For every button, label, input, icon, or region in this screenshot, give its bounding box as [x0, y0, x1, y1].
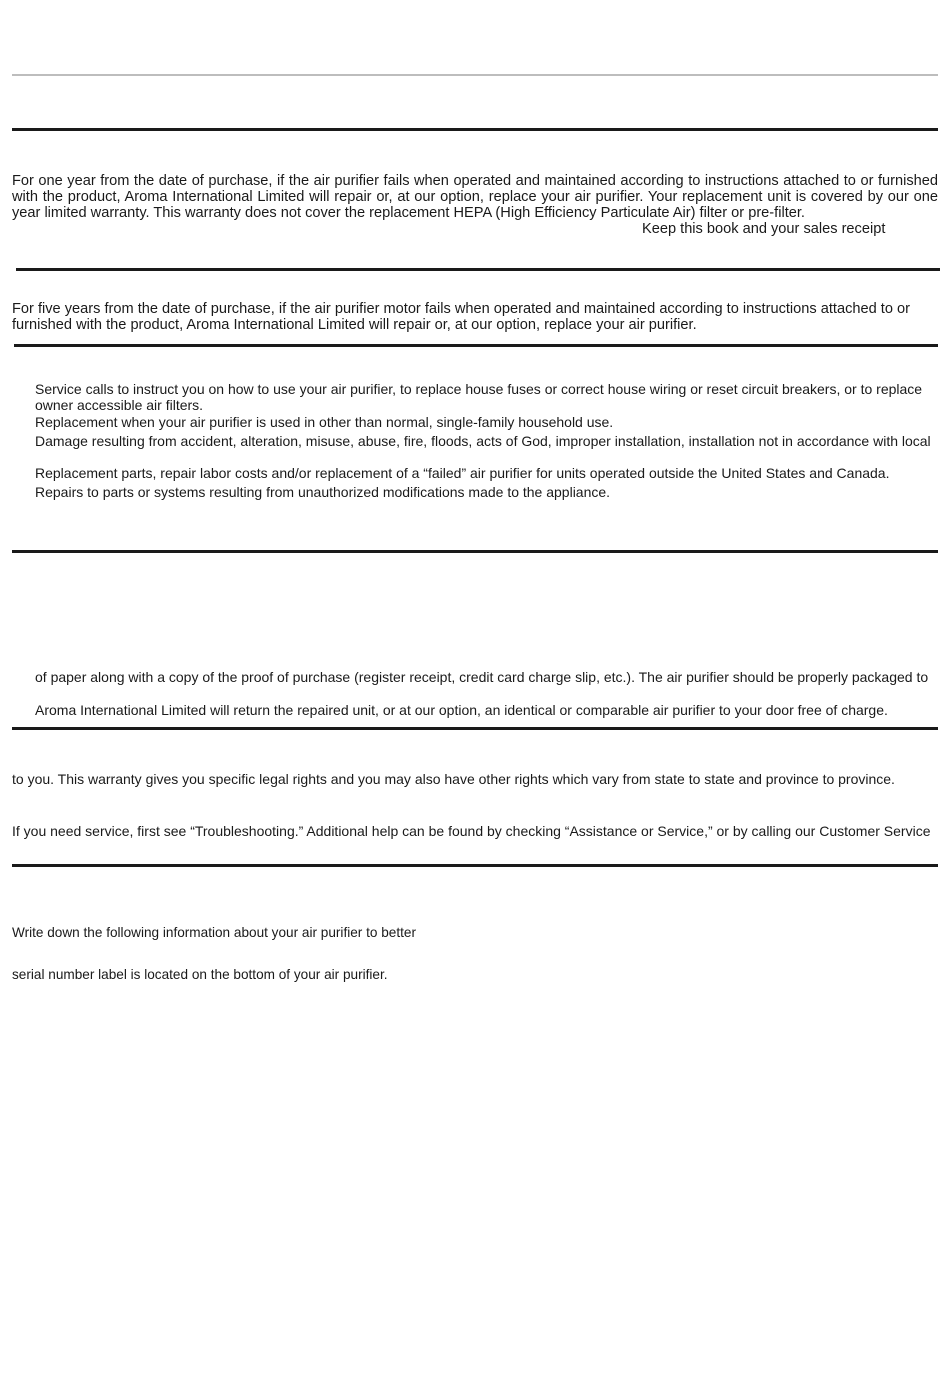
keep-receipt-note: Keep this book and your sales receipt	[642, 221, 886, 237]
serial-label-text: serial number label is located on the bottom of your air purifier.	[12, 967, 388, 982]
exclusion-item: Replacement parts, repair labor costs and/or replacement of a “failed” air purifier for units operated outside the United States and Canada.	[35, 465, 890, 481]
exclusion-item: Replacement when your air purifier is used in other than normal, single-family household use.	[35, 414, 614, 430]
top-divider	[12, 74, 938, 76]
section-divider-return	[12, 550, 938, 553]
section-divider-one-year	[12, 128, 938, 131]
record-intro-text: Write down the following information about your air purifier to better	[12, 925, 416, 940]
section-divider-five-year	[16, 268, 940, 271]
section-divider-record	[12, 864, 938, 867]
service-help-text: If you need service, first see “Troubleshooting.” Additional help can be found by checking “Assistance or Service,” or by calling our Customer Service	[12, 823, 931, 839]
exclusion-item: Damage resulting from accident, alteration, misuse, abuse, fire, floods, acts of God, improper installation, installation not in accordance with local	[35, 433, 931, 449]
exclusion-item: Service calls to instruct you on how to use your air purifier, to replace house fuses or correct house wiring or reset circuit breakers, or to replace owner accessible air filters.	[35, 381, 923, 413]
legal-rights-text: to you. This warranty gives you specific legal rights and you may also have other rights which vary from state to state and province to province.	[12, 771, 895, 787]
return-policy-text: Aroma International Limited will return the repaired unit, or at our option, an identical or comparable air purifier to your door free of charge.	[35, 702, 888, 718]
five-year-warranty-text: For five years from the date of purchase, if the air purifier motor fails when operated and maintained according to instructions attached to or furnished with the product, Aroma International Limited will repair or, at our option, replace your air purifier.	[12, 301, 910, 333]
one-year-warranty-text: For one year from the date of purchase, if the air purifier fails when operated and maintained according to instructions attached to or furnished with the product, Aroma International Limited will repair or, at our option, replace your air purifier. Your replacement unit is covered by our one year limited warranty. This warranty does not cover the replacement HEPA (High Efficiency Particulate Air) filter or pre-filter.	[12, 173, 938, 221]
exclusion-item: Repairs to parts or systems resulting from unauthorized modifications made to the appliance.	[35, 484, 611, 500]
section-divider-exclusions	[14, 344, 938, 347]
section-divider-legal	[12, 727, 938, 730]
return-instructions-text: of paper along with a copy of the proof of purchase (register receipt, credit card charge slip, etc.). The air purifier should be properly packaged to	[35, 669, 929, 685]
